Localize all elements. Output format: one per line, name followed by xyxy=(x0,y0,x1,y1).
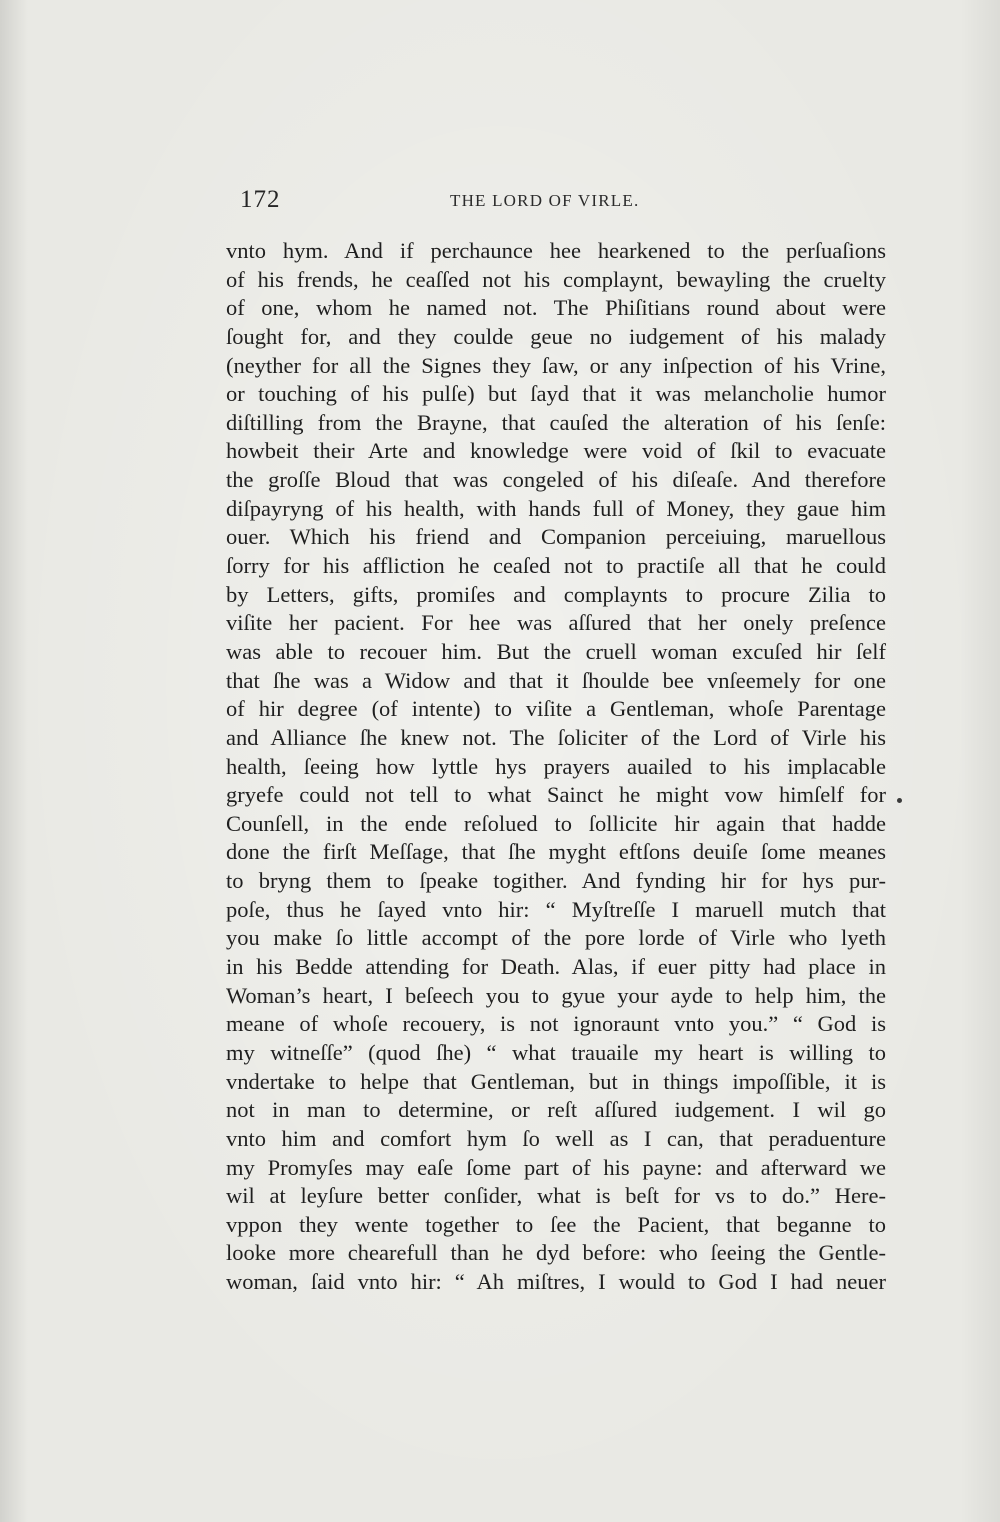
text-line: gryefe could not tell to what Sainct he might vow himſelf for xyxy=(226,782,886,808)
text-line: Counſell, in the ende reſolued to ſollicite hir again that hadde xyxy=(226,810,886,836)
text-line: to bryng them to ſpeake togither. And fynding hir for hys pur- xyxy=(226,868,886,894)
text-line: health, ſeeing how lyttle hys prayers auailed to his implacable xyxy=(226,753,886,779)
running-head xyxy=(240,186,880,222)
text-line: vnto him and comfort hym ſo well as I can, that peraduenture xyxy=(226,1125,886,1151)
text-line: diſtilling from the Brayne, that cauſed the alteration of his ſenſe: xyxy=(226,409,886,435)
text-line: howbeit their Arte and knowledge were void of ſkil to evacuate xyxy=(226,438,886,464)
text-line: was able to recouer him. But the cruell woman excuſed hir ſelf xyxy=(226,638,886,664)
text-line: vppon they wente together to ſee the Pacient, that beganne to xyxy=(226,1211,886,1237)
text-line: meane of whoſe recouery, is not ignoraunt vnto you.” “ God is xyxy=(226,1011,886,1037)
text-line: not in man to determine, or reſt aſſured iudgement. I wil go xyxy=(226,1097,886,1123)
text-line: vnto hym. And if perchaunce hee hearkened to the perſuaſions xyxy=(226,238,886,263)
text-line: Woman’s heart, I beſeech you to gyue your ayde to help him, the xyxy=(226,982,886,1008)
running-title: THE LORD OF VIRLE. xyxy=(450,191,640,210)
text-line: poſe, thus he ſayed vnto hir: “ Myſtreſſe I maruell mutch that xyxy=(226,896,886,922)
text-line: by Letters, gifts, promiſes and complaynts to procure Zilia to xyxy=(226,581,886,607)
text-line: ſought for, and they coulde geue no iudgement of his malady xyxy=(226,323,886,349)
text-line: ſorry for his affliction he ceaſed not to practiſe all that he could xyxy=(226,553,886,579)
text-line: and Alliance ſhe knew not. The ſoliciter of the Lord of Virle his xyxy=(226,724,886,750)
text-line: woman, ſaid vnto hir: “ Ah miſtres, I would to God I had neuer xyxy=(226,1269,886,1295)
text-line: the groſſe Bloud that was congeled of his diſeaſe. And therefore xyxy=(226,467,886,493)
text-line: viſite her pacient. For hee was aſſured that her onely preſence xyxy=(226,610,886,636)
text-line: you make ſo little accompt of the pore lorde of Virle who lyeth xyxy=(226,925,886,951)
text-line: that ſhe was a Widow and that it ſhoulde bee vnſeemely for one xyxy=(226,667,886,693)
body-text xyxy=(226,237,886,1297)
text-line: diſpayryng of his health, with hands full of Money, they gaue him xyxy=(226,495,886,521)
margin-mark xyxy=(897,798,902,803)
text-line: wil at leyſure better conſider, what is beſt for vs to do.” Here- xyxy=(226,1183,886,1209)
text-line: looke more chearefull than he dyd before: who ſeeing the Gentle- xyxy=(226,1240,886,1266)
text-line: or touching of his pulſe) but ſayd that it was melancholie humor xyxy=(226,381,886,407)
text-line: my Promyſes may eaſe ſome part of his payne: and afterward we xyxy=(226,1154,886,1180)
page-number: 172 xyxy=(240,186,281,213)
text-line: vndertake to helpe that Gentleman, but in things impoſſible, it is xyxy=(226,1068,886,1094)
text-line: of one, whom he named not. The Phiſitians round about were xyxy=(226,295,886,321)
text-line: (neyther for all the Signes they ſaw, or any inſpection of his Vrine, xyxy=(226,352,886,378)
text-line: ouer. Which his friend and Companion perceiuing, maruellous xyxy=(226,524,886,550)
text-line: in his Bedde attending for Death. Alas, if euer pitty had place in xyxy=(226,954,886,980)
text-line: of his frends, he ceaſſed not his complaynt, bewayling the cruelty xyxy=(226,266,886,292)
text-line: my witneſſe” (quod ſhe) “ what trauaile my heart is willing to xyxy=(226,1039,886,1065)
text-line: done the firſt Meſſage, that ſhe myght eftſons deuiſe ſome meanes xyxy=(226,839,886,865)
text-line: of hir degree (of intente) to viſite a Gentleman, whoſe Parentage xyxy=(226,696,886,722)
